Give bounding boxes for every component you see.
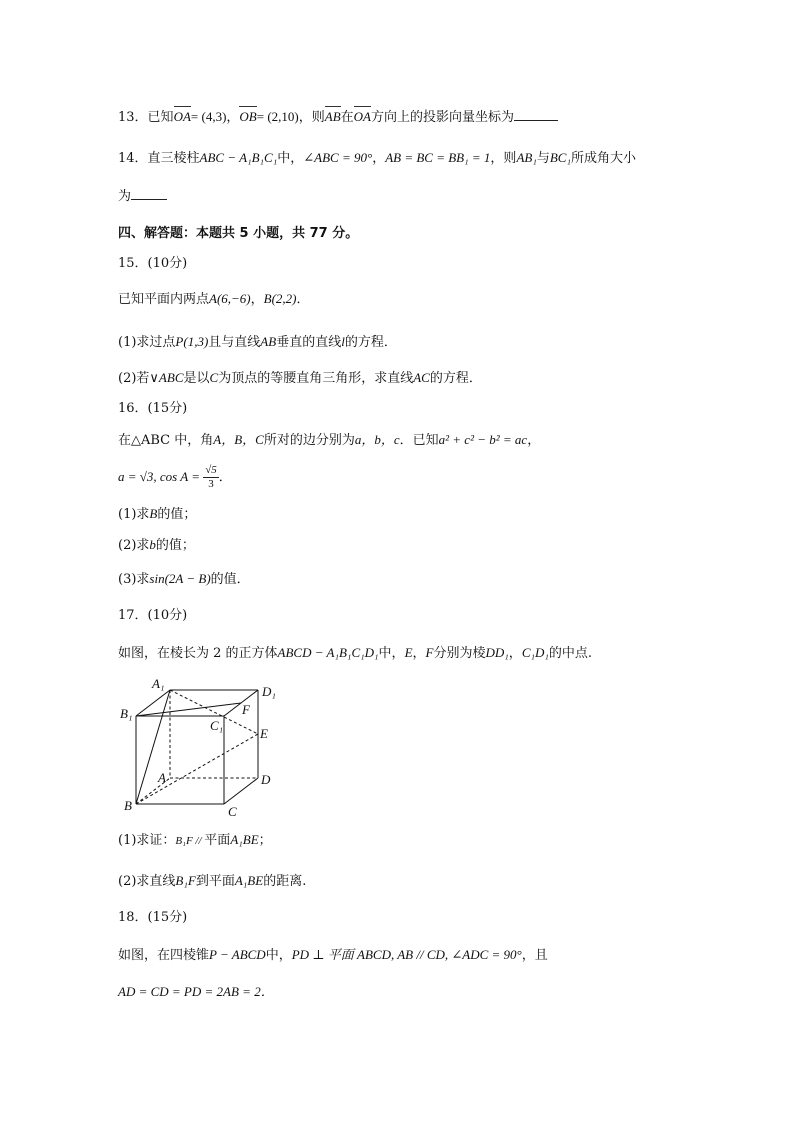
- question-16-conditions: a = √3, cos A = $\frac{√5}{3}$ ．: [118, 464, 232, 490]
- question-15-stem: 已知平面内两点A(6,−6)，B(2,2)．: [118, 291, 310, 307]
- question-17-part-2: (2)求直线B₁F到平面A₁BE的距离.: [118, 873, 307, 889]
- fraction: $\frac{√5}{3}$: [205, 464, 217, 490]
- vector-oa: OA: [353, 109, 372, 124]
- question-16-stem: 在△ABC 中，角A，B，C所对的边分别为a，b，c．已知a² + c² − b² = ac，: [118, 432, 541, 448]
- section-heading: 四、解答题：本题共 5 小题，共 77 分。: [118, 226, 359, 241]
- question-13: 13．已知OA= (4,3)，OB= (2,10)，则AB在OA方向上的投影向量坐标为: [118, 108, 558, 127]
- question-17-head: 17．(10分): [118, 608, 188, 623]
- question-16-head: 16．(15分): [118, 401, 188, 416]
- question-16-part-3: (3)求sin(2A − B)的值．: [118, 571, 250, 587]
- vector-oa: OA: [173, 109, 191, 124]
- label-d: D: [261, 772, 271, 787]
- question-14: 14．直三棱柱ABC − A₁B₁C₁中，∠ABC = 90°，AB = BC = BB₁ = 1，则AB₁与BC₁所成角大小: [118, 150, 637, 166]
- label-d1: D₁: [262, 684, 276, 699]
- vector-ob: OB: [239, 109, 257, 124]
- label-a1: A₁: [152, 676, 165, 691]
- question-18-conditions: AD = CD = PD = 2AB = 2．: [118, 984, 274, 999]
- question-17-stem: 如图，在棱长为 2 的正方体ABCD − A₁B₁C₁D₁中，E，F分别为棱DD₁，C₁D₁的中点.: [118, 645, 593, 661]
- cube-figure: [114, 676, 294, 821]
- label-e: E: [260, 726, 268, 741]
- label-b: B: [124, 798, 132, 813]
- answer-blank: [131, 187, 167, 200]
- question-16-part-2: (2)求b的值；: [118, 537, 195, 553]
- vector-ab: AB: [324, 109, 341, 124]
- question-14-cont: 为: [118, 187, 167, 206]
- question-16-part-1: (1)求B的值；: [118, 506, 197, 522]
- question-15-part-1: (1)求过点P(1,3)且与直线AB垂直的直线l的方程．: [118, 334, 397, 350]
- question-18-stem: 如图，在四棱锥P − ABCD中，PD ⊥ 平面 ABCD, AB // CD, ∠ADC = 90°，且: [118, 947, 548, 963]
- segment-b1-f: [136, 703, 241, 716]
- question-18-head: 18．(15分): [118, 910, 188, 925]
- question-15-part-2: (2)若∨ABC是以C为顶点的等腰直角三角形，求直线AC的方程．: [118, 370, 482, 386]
- question-17-part-1: (1)求证：B₁F // 平面A₁BE；: [118, 832, 272, 848]
- answer-blank: [514, 108, 558, 121]
- label-c: C: [228, 804, 237, 819]
- edge-c-d: [224, 778, 258, 804]
- label-f: F: [242, 702, 250, 717]
- label-c1: C₁: [210, 718, 224, 733]
- question-number: 13．: [118, 110, 148, 125]
- label-b1: B₁: [120, 706, 133, 721]
- label-a: A: [158, 770, 166, 785]
- question-15-head: 15．(10分): [118, 256, 188, 271]
- hidden-segment-b-e: [136, 734, 258, 804]
